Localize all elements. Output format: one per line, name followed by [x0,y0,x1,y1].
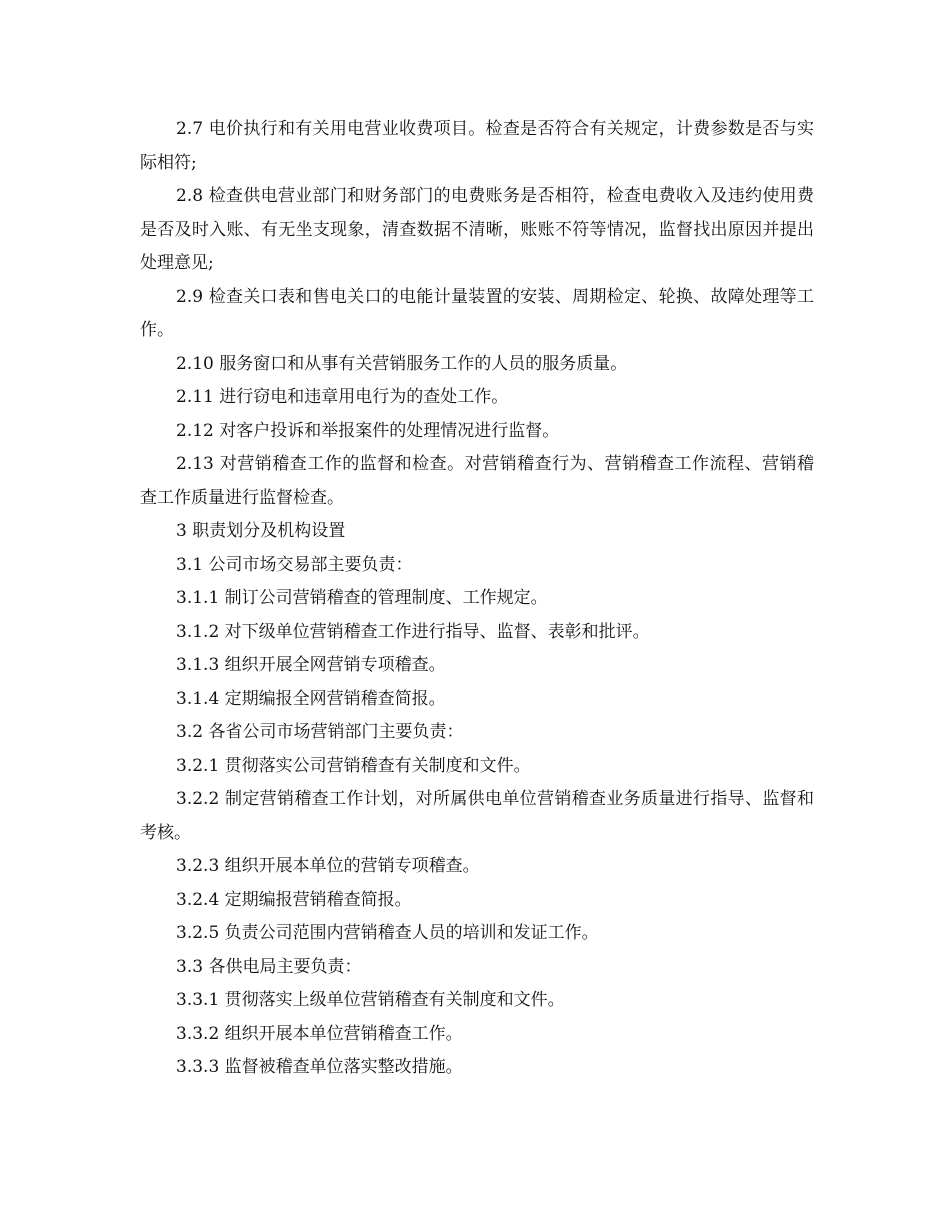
paragraph-3-3: 3.3 各供电局主要负责： [176,956,362,977]
paragraph-2-11: 2.11 进行窃电和违章用电行为的查处工作。 [176,387,509,407]
paragraph-3-3-2: 3.3.2 组织开展本单位营销稽查工作。 [176,1023,463,1044]
paragraph-2-7: 2.7 电价执行和有关用电营业收费项目。检查是否符合有关规定，计费参数是否与实际相符; [140,119,814,173]
document-body [140,113,814,1085]
paragraph-2-13: 2.13 对营销稽查工作的监督和检查。对营销稽查行为、营销稽查工作流程、营销稽查工作质量进行监督检查。 [140,454,814,508]
paragraph-2-9: 2.9 检查关口表和售电关口的电能计量装置的安装、周期检定、轮换、故障处理等工作。 [140,286,814,340]
paragraph-3-1: 3.1 公司市场交易部主要负责： [176,554,413,575]
paragraph-3-2: 3.2 各省公司市场营销部门主要负责： [176,722,464,742]
paragraph-3-2-4: 3.2.4 定期编报营销稽查简报。 [176,889,412,910]
paragraph-3-1-3: 3.1.3 组织开展全网营销专项稽查。 [176,655,446,675]
paragraph-3-1-1: 3.1.1 制订公司营销稽查的管理制度、工作规定。 [176,588,548,608]
paragraph-3-2-3: 3.2.3 组织开展本单位的营销专项稽查。 [176,856,480,876]
paragraph-3-2-5: 3.2.5 负责公司范围内营销稽查人员的培训和发证工作。 [176,923,599,943]
paragraph-2-12: 2.12 对客户投诉和举报案件的处理情况进行监督。 [176,420,560,441]
paragraph-3-3-1: 3.3.1 贯彻落实上级单位营销稽查有关制度和文件。 [176,990,565,1010]
paragraph-3-2-1: 3.2.1 贯彻落实公司营销稽查有关制度和文件。 [176,755,531,776]
paragraph-3-2-2: 3.2.2 制定营销稽查工作计划，对所属供电单位营销稽查业务质量进行指导、监督和考核。 [140,789,814,843]
paragraph-3-1-4: 3.1.4 定期编报全网营销稽查简报。 [176,688,446,709]
paragraph-2-8: 2.8 检查供电营业部门和财务部门的电费账务是否相符，检查电费收入及违约使用费是否及时入账、有无坐支现象，清查数据不清晰，账账不符等情况，监督找出原因并提出处理意见; [140,186,814,273]
paragraph-2-10: 2.10 服务窗口和从事有关营销服务工作的人员的服务质量。 [176,353,628,374]
paragraph-3-3-3: 3.3.3 监督被稽查单位落实整改措施。 [176,1057,463,1077]
paragraph-3-1-2: 3.1.2 对下级单位营销稽查工作进行指导、监督、表彰和批评。 [176,621,650,642]
section-heading-3: 3 职责划分及机构设置 [176,521,346,541]
